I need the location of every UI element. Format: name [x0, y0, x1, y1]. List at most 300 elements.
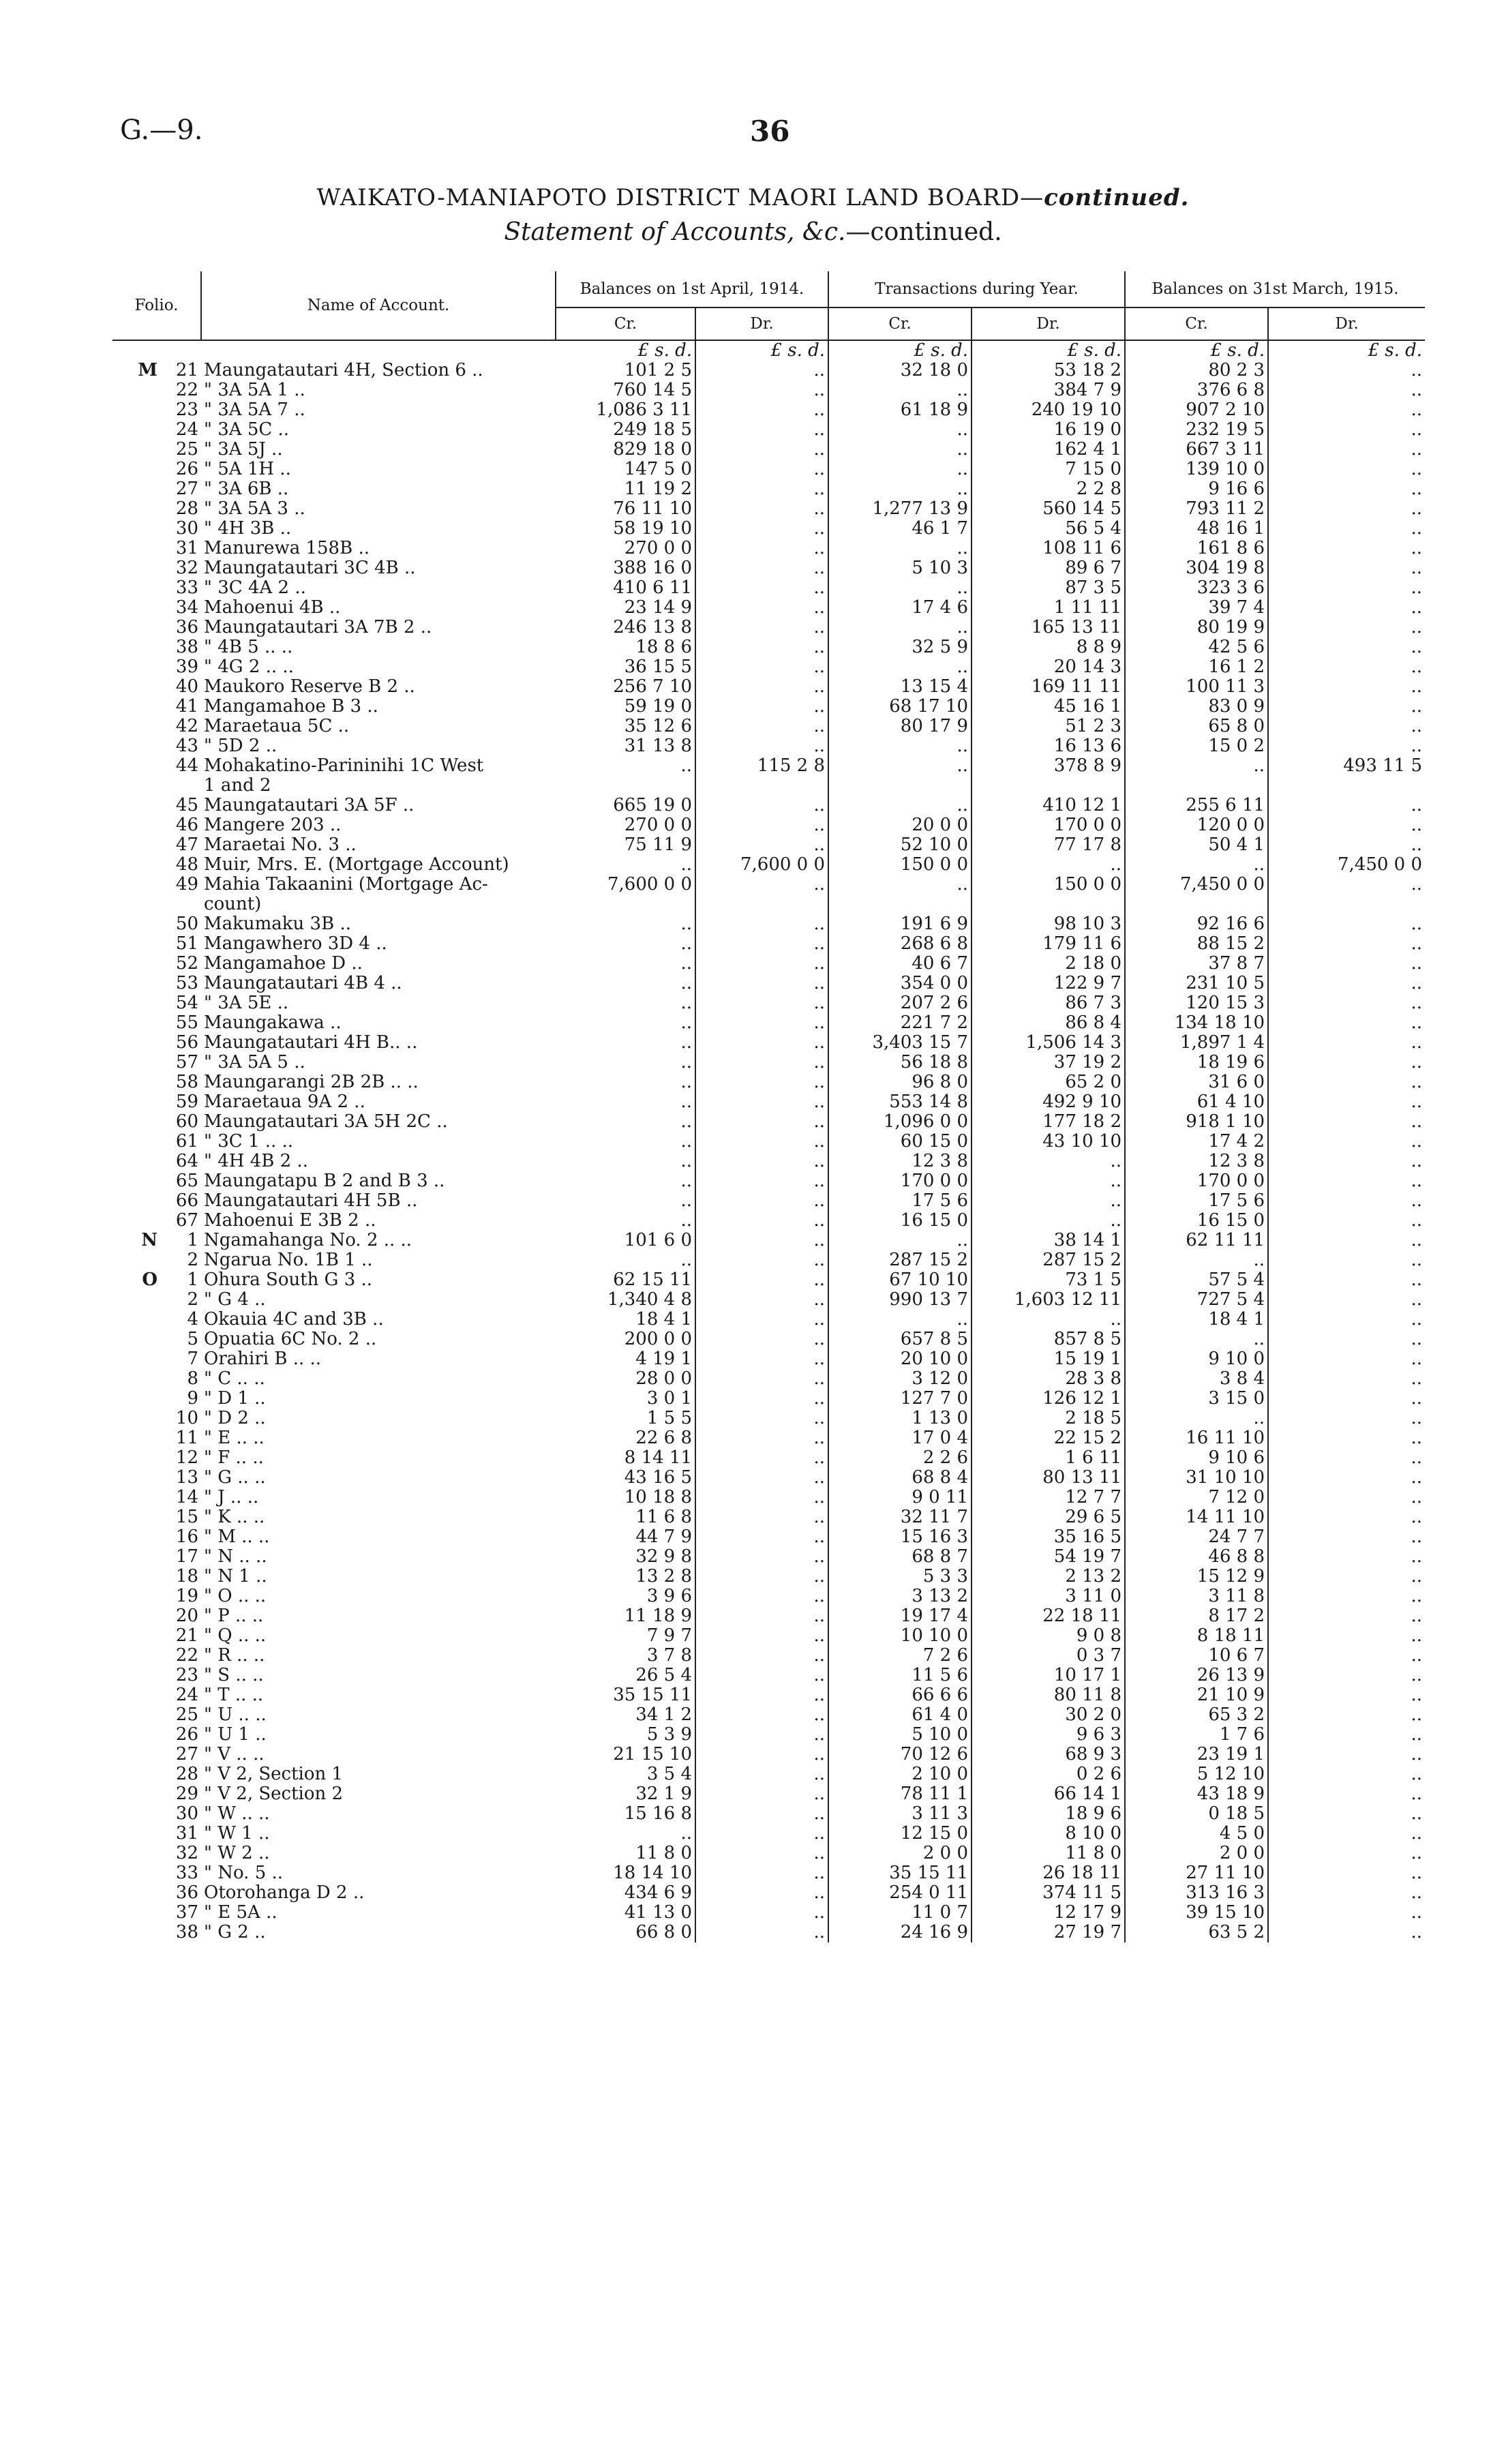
subtitle-rest: —continued.	[845, 218, 1002, 246]
folio-prefix	[112, 400, 160, 420]
transaction-dr: 3 11 0	[972, 1587, 1125, 1606]
account-name: " N 1 ..	[204, 1567, 267, 1587]
balance-1914-dr: ..	[695, 539, 828, 558]
transaction-dr: 77 17 8	[972, 835, 1125, 855]
transaction-dr: 86 8 4	[972, 1013, 1125, 1033]
transaction-dr: ..	[972, 1191, 1125, 1211]
folio-number: 57	[175, 1052, 199, 1072]
subtitle-italic: Statement of Accounts, &c.	[504, 218, 846, 246]
transaction-dr: 26 18 11	[972, 1863, 1125, 1883]
balance-1914-cr: ..	[556, 974, 695, 993]
account-name: " E .. ..	[204, 1428, 265, 1448]
balance-1915-dr: ..	[1411, 1447, 1423, 1468]
folio-number: 34	[175, 597, 199, 618]
folio-number: 22	[175, 1645, 199, 1666]
balance-1914-cr: 760 14 5	[556, 380, 695, 400]
transaction-dr: 68 9 3	[972, 1745, 1125, 1764]
account-name: " 3A 5C ..	[204, 420, 290, 440]
table-row	[112, 1211, 1425, 1231]
transaction-dr: 2 18 5	[972, 1409, 1125, 1428]
balance-1914-cr: 4 19 1	[556, 1349, 695, 1369]
balance-1914-cr: 11 8 0	[556, 1844, 695, 1863]
title-main: WAIKATO-MANIAPOTO DISTRICT MAORI LAND BOARD—	[316, 184, 1044, 211]
transaction-dr: 89 6 7	[972, 558, 1125, 578]
balance-1915-cr: 7 12 0	[1125, 1488, 1268, 1507]
balance-1915-dr: ..	[1411, 597, 1423, 618]
folio-number: 31	[175, 538, 199, 558]
transaction-dr: 20 14 3	[972, 657, 1125, 677]
balance-1915-dr: ..	[1411, 637, 1423, 657]
balance-1915-cr: 63 5 2	[1125, 1923, 1268, 1942]
folio-number	[160, 776, 201, 796]
folio-number: 24	[175, 419, 199, 440]
transaction-cr: 13 15 4	[828, 677, 972, 697]
balance-1915-cr: 18 4 1	[1125, 1310, 1268, 1329]
balance-1915-cr: 667 3 11	[1125, 440, 1268, 460]
balance-1914-cr: 5 3 9	[556, 1725, 695, 1745]
folio-number: 25	[175, 1704, 199, 1725]
balance-1915-dr: ..	[1411, 1092, 1423, 1112]
account-name: " K .. ..	[204, 1507, 265, 1527]
table-row	[112, 1784, 1425, 1804]
balance-1914-dr: ..	[695, 1013, 828, 1033]
folio-number: 26	[175, 459, 199, 479]
units-label: £ s. d.	[828, 340, 972, 361]
dr-header: Dr.	[972, 307, 1125, 340]
balance-1914-dr: ..	[695, 657, 828, 677]
balance-1915-cr: ..	[1125, 1329, 1268, 1349]
balance-1915-dr: ..	[1411, 1922, 1423, 1942]
balance-1915-cr: 9 16 6	[1125, 479, 1268, 499]
balance-1915-cr: 88 15 2	[1125, 934, 1268, 954]
folio-prefix	[112, 1290, 160, 1310]
balance-1915-dr: ..	[1411, 1408, 1423, 1428]
balance-1915-dr: ..	[1411, 1625, 1423, 1646]
balance-1914-dr: ..	[695, 1290, 828, 1310]
balance-1914-cr	[556, 895, 695, 914]
transaction-dr: 162 4 1	[972, 440, 1125, 460]
transaction-dr: 86 7 3	[972, 993, 1125, 1013]
balance-1914-dr: ..	[695, 1844, 828, 1863]
balance-1915-dr: ..	[1411, 1685, 1423, 1705]
account-name: " 3C 4A 2 ..	[204, 578, 306, 598]
folio-prefix	[112, 1112, 160, 1132]
folio-prefix	[112, 1369, 160, 1389]
balance-1915-dr: ..	[1411, 1744, 1423, 1764]
folio-prefix	[112, 815, 160, 835]
transaction-cr: 60 15 0	[828, 1132, 972, 1152]
folio-number: 58	[175, 1072, 199, 1092]
balance-1915-dr: ..	[1411, 577, 1423, 598]
balance-1914-cr: 410 6 11	[556, 578, 695, 598]
folio-prefix	[112, 539, 160, 558]
transaction-dr: 7 15 0	[972, 460, 1125, 479]
balance-1914-cr: 23 14 9	[556, 598, 695, 618]
balance-1914-dr: ..	[695, 400, 828, 420]
folio-number: 46	[175, 815, 199, 835]
transaction-cr: 40 6 7	[828, 954, 972, 974]
table-row	[112, 1824, 1425, 1844]
balance-1915-dr: ..	[1411, 716, 1423, 736]
table-row	[112, 1527, 1425, 1547]
balance-1915-dr: ..	[1411, 1428, 1423, 1448]
transaction-dr: 410 12 1	[972, 796, 1125, 815]
balance-1914-dr: ..	[695, 875, 828, 895]
transaction-dr: 16 13 6	[972, 736, 1125, 756]
folio-header: Folio.	[112, 271, 201, 340]
table-row	[112, 1250, 1425, 1270]
balance-1914-cr: 665 19 0	[556, 796, 695, 815]
transaction-cr: 15 16 3	[828, 1527, 972, 1547]
cr-header: Cr.	[1125, 307, 1268, 340]
transaction-dr: 45 16 1	[972, 697, 1125, 717]
balance-1915-cr: 100 11 3	[1125, 677, 1268, 697]
table-row	[112, 1606, 1425, 1626]
transaction-cr: 5 3 3	[828, 1567, 972, 1587]
table-row	[112, 539, 1425, 558]
balance-1915-cr	[1125, 776, 1268, 796]
table-row	[112, 914, 1425, 934]
transaction-cr: 16 15 0	[828, 1211, 972, 1231]
account-name: Maungatautari 4H, Section 6 ..	[204, 361, 483, 380]
balance-1915-cr: 39 7 4	[1125, 598, 1268, 618]
balance-1914-dr: ..	[695, 717, 828, 736]
folio-prefix	[112, 558, 160, 578]
balance-1914-dr: ..	[695, 361, 828, 380]
balance-1915-dr: ..	[1411, 1349, 1423, 1369]
transaction-cr: 70 12 6	[828, 1745, 972, 1764]
balance-1914-cr: 18 8 6	[556, 637, 695, 657]
folio-prefix: M	[138, 360, 157, 380]
transaction-cr: 78 11 1	[828, 1784, 972, 1804]
account-name: Mahoenui 4B ..	[204, 598, 341, 618]
table-row	[112, 558, 1425, 578]
balance-1915-dr: ..	[1411, 1032, 1423, 1053]
balance-1914-cr: 3 5 4	[556, 1764, 695, 1784]
balance-1914-cr: 7,600 0 0	[556, 875, 695, 895]
balance-1915-dr: ..	[1411, 914, 1423, 934]
folio-number: 60	[175, 1111, 199, 1132]
balance-1915-cr: 62 11 11	[1125, 1231, 1268, 1250]
balance-1914-dr: ..	[695, 1053, 828, 1072]
account-name: Okauia 4C and 3B ..	[204, 1310, 384, 1329]
folio-prefix	[112, 1764, 160, 1784]
folio-prefix	[112, 1013, 160, 1033]
table-row	[112, 1685, 1425, 1705]
folio-number: 64	[175, 1151, 199, 1171]
folio-prefix	[112, 796, 160, 815]
balance-1914-dr: ..	[695, 440, 828, 460]
balance-1915-dr: ..	[1411, 1269, 1423, 1290]
table-row	[112, 1567, 1425, 1587]
balance-1915-cr: 120 0 0	[1125, 815, 1268, 835]
account-name: " G .. ..	[204, 1468, 266, 1488]
table-row	[112, 1369, 1425, 1389]
folio-prefix: O	[142, 1269, 157, 1290]
balance-1914-dr: ..	[695, 1211, 828, 1231]
balance-1914-cr: ..	[556, 1112, 695, 1132]
transaction-cr: 354 0 0	[828, 974, 972, 993]
transaction-cr: 3,403 15 7	[828, 1033, 972, 1053]
account-name: Maungatautari 3C 4B ..	[204, 558, 416, 578]
units-label: £ s. d.	[1368, 340, 1423, 361]
account-name: Maraetaua 5C ..	[204, 717, 350, 736]
account-name: " D 1 ..	[204, 1389, 266, 1409]
folio-prefix	[112, 1152, 160, 1171]
transaction-dr: 30 2 0	[972, 1705, 1125, 1725]
table-row	[112, 1844, 1425, 1863]
transaction-cr: 268 6 8	[828, 934, 972, 954]
balance-1914-dr: ..	[695, 1804, 828, 1824]
folio-number: 48	[175, 854, 199, 875]
transaction-cr: ..	[828, 578, 972, 598]
units-label: £ s. d.	[556, 340, 695, 361]
transaction-cr: ..	[828, 479, 972, 499]
transaction-cr: 657 8 5	[828, 1329, 972, 1349]
folio-prefix	[112, 578, 160, 598]
transaction-dr: 108 11 6	[972, 539, 1125, 558]
account-name: " Q .. ..	[204, 1626, 267, 1646]
folio-number: 14	[175, 1487, 199, 1507]
transaction-cr: 7 2 6	[828, 1646, 972, 1666]
folio-prefix	[112, 835, 160, 855]
account-name: Mangawhero 3D 4 ..	[204, 934, 387, 954]
balance-1914-dr: ..	[695, 1310, 828, 1329]
balance-1915-dr: ..	[1411, 518, 1423, 539]
balance-1914-cr: 31 13 8	[556, 736, 695, 756]
transaction-cr: 17 0 4	[828, 1428, 972, 1448]
balances-1915-header: Balances on 31st March, 1915.	[1125, 271, 1425, 307]
folio-prefix	[112, 934, 160, 954]
balance-1914-cr: ..	[556, 1152, 695, 1171]
balance-1915-dr: ..	[1411, 1586, 1423, 1606]
transaction-dr: 1,603 12 11	[972, 1290, 1125, 1310]
balance-1914-dr: ..	[695, 954, 828, 974]
folio-number: 52	[175, 953, 199, 974]
balance-1914-dr: ..	[695, 1250, 828, 1270]
transaction-dr: 170 0 0	[972, 815, 1125, 835]
transaction-dr: 65 2 0	[972, 1072, 1125, 1092]
folio-prefix	[112, 1567, 160, 1587]
page-number: 36	[750, 115, 790, 148]
table-row	[112, 1092, 1425, 1112]
units-label: £ s. d.	[1125, 340, 1268, 361]
balance-1915-dr: ..	[1411, 380, 1423, 400]
cr-header: Cr.	[556, 307, 695, 340]
balance-1915-dr: ..	[1411, 1882, 1423, 1903]
transaction-cr: 32 11 7	[828, 1507, 972, 1527]
folio-number: 30	[175, 1803, 199, 1824]
transaction-cr: 9 0 11	[828, 1488, 972, 1507]
account-name: " G 2 ..	[204, 1923, 266, 1942]
folio-number: 13	[175, 1467, 199, 1488]
transaction-cr: 20 0 0	[828, 815, 972, 835]
folio-number: 30	[175, 518, 199, 539]
transaction-dr: 378 8 9	[972, 756, 1125, 776]
balance-1915-cr: 50 4 1	[1125, 835, 1268, 855]
folio-prefix	[112, 1587, 160, 1606]
transaction-cr: 52 10 0	[828, 835, 972, 855]
folio-prefix	[112, 1784, 160, 1804]
transaction-dr: 9 6 3	[972, 1725, 1125, 1745]
account-name: Ngamahanga No. 2 .. ..	[204, 1231, 412, 1250]
table-row	[112, 835, 1425, 855]
balance-1914-cr: 11 19 2	[556, 479, 695, 499]
folio-number: 22	[175, 380, 199, 400]
account-name: Otorohanga D 2 ..	[204, 1883, 365, 1903]
balance-1914-dr: ..	[695, 1666, 828, 1685]
folio-prefix	[112, 855, 160, 875]
folio-number: 56	[175, 1032, 199, 1053]
balance-1915-dr: ..	[1411, 993, 1423, 1013]
balance-1914-cr: 76 11 10	[556, 499, 695, 519]
transaction-cr: 80 17 9	[828, 717, 972, 736]
balance-1914-dr: ..	[695, 558, 828, 578]
table-row	[112, 657, 1425, 677]
table-row	[112, 637, 1425, 657]
balance-1914-dr: ..	[695, 380, 828, 400]
account-name: Opuatia 6C No. 2 ..	[204, 1329, 377, 1349]
account-name: 1 and 2	[204, 776, 271, 796]
balance-1915-dr: ..	[1411, 1250, 1423, 1270]
account-name: " J .. ..	[204, 1488, 259, 1507]
balance-1915-cr	[1125, 895, 1268, 914]
account-name: " No. 5 ..	[204, 1863, 284, 1883]
balance-1914-cr: ..	[556, 1250, 695, 1270]
table-row	[112, 1804, 1425, 1824]
balance-1914-cr: 35 12 6	[556, 717, 695, 736]
transaction-dr	[972, 895, 1125, 914]
transaction-dr: 9 0 8	[972, 1626, 1125, 1646]
balance-1915-cr: 92 16 6	[1125, 914, 1268, 934]
balance-1915-dr: ..	[1411, 1171, 1423, 1191]
transaction-cr: 46 1 7	[828, 519, 972, 539]
balance-1914-cr: 3 0 1	[556, 1389, 695, 1409]
transaction-cr	[828, 776, 972, 796]
folio-prefix	[112, 1033, 160, 1053]
account-name: " W .. ..	[204, 1804, 270, 1824]
table-row	[112, 1013, 1425, 1033]
transaction-dr: ..	[972, 1310, 1125, 1329]
folio-prefix	[112, 1072, 160, 1092]
folio-prefix	[112, 1626, 160, 1646]
folio-number: 27	[175, 1744, 199, 1764]
table-row	[112, 776, 1425, 796]
table-row	[112, 1587, 1425, 1606]
account-name: " U 1 ..	[204, 1725, 267, 1745]
transaction-dr: 56 5 4	[972, 519, 1125, 539]
balance-1915-cr: 12 3 8	[1125, 1152, 1268, 1171]
balance-1914-cr: 66 8 0	[556, 1923, 695, 1942]
folio-number: 66	[175, 1190, 199, 1211]
folio-prefix	[112, 1349, 160, 1369]
table-row	[112, 1349, 1425, 1369]
transaction-cr: 5 10 3	[828, 558, 972, 578]
balance-1914-dr: ..	[695, 1468, 828, 1488]
account-name: " V 2, Section 2	[204, 1784, 344, 1804]
account-name: " G 4 ..	[204, 1290, 266, 1310]
balance-1915-cr: 3 15 0	[1125, 1389, 1268, 1409]
balance-1914-dr: ..	[695, 1587, 828, 1606]
account-name: " D 2 ..	[204, 1409, 266, 1428]
folio-prefix	[112, 1132, 160, 1152]
balance-1914-cr: 388 16 0	[556, 558, 695, 578]
balance-1915-dr: ..	[1411, 676, 1423, 697]
folio-number: 7	[187, 1349, 199, 1369]
table-row	[112, 1705, 1425, 1725]
folio-prefix	[112, 1468, 160, 1488]
transaction-dr: 22 15 2	[972, 1428, 1125, 1448]
balance-1915-dr: ..	[1411, 1566, 1423, 1587]
table-row	[112, 974, 1425, 993]
folio-number: 12	[175, 1447, 199, 1468]
table-row	[112, 479, 1425, 499]
balance-1915-dr: ..	[1411, 835, 1423, 855]
balance-1914-cr: 1,086 3 11	[556, 400, 695, 420]
account-name: " 3A 5A 5 ..	[204, 1053, 305, 1072]
folio-prefix	[112, 1903, 160, 1923]
balance-1914-dr: ..	[695, 914, 828, 934]
transaction-dr: 11 8 0	[972, 1844, 1125, 1863]
transaction-dr	[972, 776, 1125, 796]
balance-1915-dr: ..	[1411, 1704, 1423, 1725]
balance-1914-dr: ..	[695, 1764, 828, 1784]
account-name: Maungatautari 3A 7B 2 ..	[204, 618, 432, 637]
transaction-cr: 11 5 6	[828, 1666, 972, 1685]
balance-1915-dr: ..	[1411, 1823, 1423, 1844]
balance-1915-dr: ..	[1411, 459, 1423, 479]
transaction-cr: ..	[828, 420, 972, 440]
transaction-dr: 2 13 2	[972, 1567, 1125, 1587]
balance-1915-dr: ..	[1411, 1329, 1423, 1349]
balance-1914-dr: ..	[695, 1685, 828, 1705]
balance-1915-dr: ..	[1411, 439, 1423, 460]
transaction-cr: ..	[828, 875, 972, 895]
balance-1914-cr: ..	[556, 1013, 695, 1033]
transaction-cr: ..	[828, 657, 972, 677]
table-row	[112, 460, 1425, 479]
folio-prefix	[112, 637, 160, 657]
folio-number: 32	[175, 1843, 199, 1863]
table-row	[112, 499, 1425, 519]
balance-1914-cr: ..	[556, 993, 695, 1013]
balance-1915-cr: 39 15 10	[1125, 1903, 1268, 1923]
transaction-cr: 254 0 11	[828, 1883, 972, 1903]
table-row	[112, 796, 1425, 815]
table-row	[112, 993, 1425, 1013]
account-name: Manurewa 158B ..	[204, 539, 370, 558]
account-name: " C .. ..	[204, 1369, 265, 1389]
folio-number: 33	[175, 577, 199, 598]
transaction-dr: 80 13 11	[972, 1468, 1125, 1488]
balance-1915-cr: 1,897 1 4	[1125, 1033, 1268, 1053]
account-name: Orahiri B .. ..	[204, 1349, 322, 1369]
account-name: " 3A 6B ..	[204, 479, 289, 499]
balance-1914-cr: 7 9 7	[556, 1626, 695, 1646]
balance-1915-dr: ..	[1411, 1764, 1423, 1784]
transaction-cr: ..	[828, 1231, 972, 1250]
folio-prefix	[112, 1329, 160, 1349]
transaction-cr: 127 7 0	[828, 1389, 972, 1409]
transaction-dr: 73 1 5	[972, 1270, 1125, 1290]
balance-1915-cr: 1 7 6	[1125, 1725, 1268, 1745]
transaction-cr: 2 0 0	[828, 1844, 972, 1863]
transaction-cr: 24 16 9	[828, 1923, 972, 1942]
balance-1915-dr: ..	[1411, 617, 1423, 637]
balance-1915-cr: 10 6 7	[1125, 1646, 1268, 1666]
balance-1915-dr: ..	[1411, 874, 1423, 895]
account-name: Ohura South G 3 ..	[204, 1270, 373, 1290]
